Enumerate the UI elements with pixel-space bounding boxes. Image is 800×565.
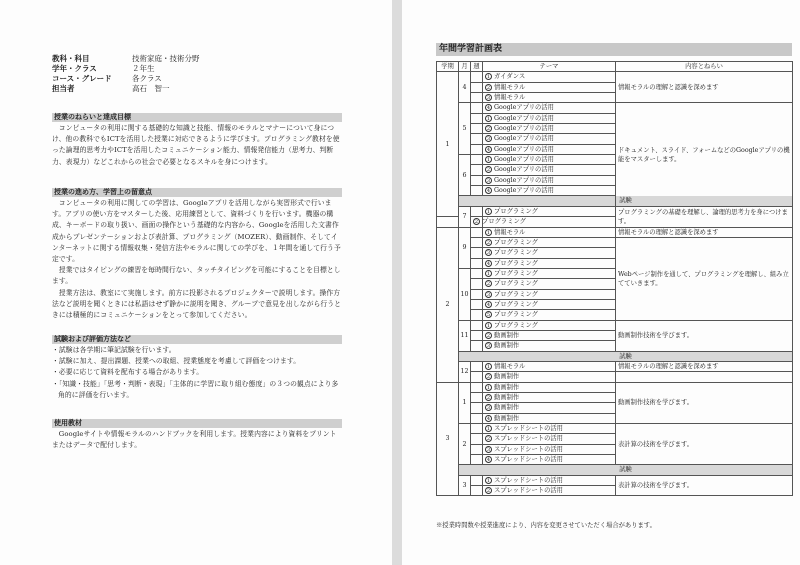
exam-label: 試験: [459, 465, 793, 475]
table-row: [437, 372, 793, 382]
circled-number: 4: [486, 301, 491, 308]
meta-label: 担当者: [52, 84, 75, 93]
theme-cell: 1 プログラミング: [483, 206, 616, 216]
section-heading-method: 授業の進め方、学習上の留意点: [52, 188, 342, 197]
table-row: [437, 475, 793, 485]
list-item: ・試験に加え、提出課題、授業への取組、授業態度を考慮して評価をつけます。: [52, 357, 301, 366]
header-theme: テーマ: [483, 62, 616, 72]
month-cell: 7: [459, 206, 471, 227]
circled-number: 1: [486, 115, 491, 122]
theme-cell: 3 動画制作: [483, 403, 616, 413]
circled-number: 3: [486, 136, 491, 143]
theme-cell: 3 Googleアプリの活用: [483, 134, 616, 144]
aim-cell: プログラミングの基礎を理解し、論理的思考力を身につけます。: [616, 206, 793, 227]
circled-number: 4: [486, 105, 491, 112]
month-cell: 4: [459, 72, 471, 103]
theme-cell: 1 動画制作: [483, 382, 616, 392]
meta-value: 技術家庭・技術分野: [132, 54, 200, 63]
circled-number: 2: [486, 374, 491, 381]
circled-number: 4: [486, 457, 491, 464]
list-item: ・必要に応じて資料を配布する場合があります。: [52, 368, 204, 377]
table-row: [437, 237, 793, 247]
table-row: [437, 206, 793, 216]
theme-cell: 3 Googleアプリの活用: [483, 175, 616, 185]
paragraph: コンピュータの利用に関する基礎的な知識と技能、情報のモラルとマナーについて身につけ、他の教科でもICTを活用した授業に対応できるように学びます。プログラミング教材を使った論理的思考力やICTを活用したコミュニケーション能力、情報発信能力（思考力、判断力、表現力）などこれからの社会で必要となるスキルを身につけます。: [52, 124, 340, 166]
theme-cell: 2 Googleアプリの活用: [483, 124, 616, 134]
theme-cell: 3 情報モラル: [483, 93, 616, 103]
circled-number: 3: [486, 446, 491, 453]
theme-cell: 4 Googleアプリの活用: [483, 186, 616, 196]
left-page: [0, 0, 392, 565]
circled-number: 2: [486, 281, 491, 288]
table-row: [437, 361, 793, 371]
table-row: [437, 320, 793, 330]
circled-number: 3: [486, 250, 491, 257]
circled-number: 1: [486, 426, 491, 433]
plan-title: 年間学習計画表: [436, 43, 792, 56]
table-row: [437, 382, 793, 392]
term-cell: 3: [437, 382, 459, 496]
theme-cell: 2 スプレッドシートの活用: [483, 486, 616, 496]
theme-cell: 2 プログラミング: [471, 217, 483, 227]
section-body-evaluation: [52, 345, 342, 401]
circled-number: 1: [486, 74, 491, 81]
meta-value: 高石 智一: [132, 84, 170, 93]
meta-label: コース・グレード: [52, 74, 112, 83]
annual-plan-table: [436, 61, 793, 496]
theme-cell: 5 プログラミング: [483, 310, 616, 320]
section-body-materials: [52, 429, 342, 451]
theme-cell: 2 動画制作: [483, 372, 616, 382]
month-cell: 10: [459, 268, 471, 320]
evaluation-list: [52, 345, 342, 401]
month-cell: 12: [459, 361, 471, 382]
circled-number: 4: [486, 188, 491, 195]
month-cell: 3: [459, 475, 471, 496]
paragraph: 授業方法は、教室にて実施します。前方に投影されるプロジェクターで説明します。操作方法など説明を聞くときには私語はせず静かに説明を聞き、グループで意見を出しながら行うときには積極的にコミュニケーションをとって参加してください。: [52, 288, 342, 320]
theme-cell: 1 Googleアプリの活用: [483, 155, 616, 165]
theme-cell: 1 情報モラル: [483, 227, 616, 237]
circled-number: 1: [486, 322, 491, 329]
aim-cell: 表計算の技術を学びます。: [616, 424, 793, 465]
exam-label: 試験: [459, 351, 793, 361]
circled-number: 2: [486, 395, 491, 401]
circled-number: 1: [486, 229, 491, 236]
theme-cell: 1 ガイダンス: [483, 72, 616, 82]
circled-number: 1: [486, 157, 491, 164]
exam-row: [437, 351, 793, 361]
theme-cell: 2 動画制作: [483, 330, 616, 340]
section-heading-goals: 授業のねらいと達成目標: [52, 113, 342, 122]
circled-number: 1: [486, 270, 491, 277]
circled-number: 5: [486, 312, 491, 319]
aim-cell: 情報モラルの理解と認識を深めます: [616, 227, 793, 237]
theme-cell: 1 Googleアプリの活用: [483, 113, 616, 123]
exam-label: 試験: [459, 196, 793, 206]
theme-cell: 2 スプレッドシートの活用: [483, 434, 616, 444]
circled-number: 1: [486, 477, 491, 484]
paragraph: Googleサイトや情報モラルのハンドブックを利用します。授業内容により資料をプリントまたはデータで配付します。: [52, 430, 337, 450]
theme-cell: 3 プログラミング: [483, 248, 616, 258]
theme-cell: 3 スプレッドシートの活用: [483, 444, 616, 454]
aim-cell: Webページ制作を通して、プログラミングを理解し、組み立てていきます。: [616, 237, 793, 320]
theme-cell: 4 動画制作: [483, 413, 616, 423]
footnote: ※授業時間数や授業進度により、内容を変更させていただく場合があります。: [436, 522, 656, 529]
circled-number: 3: [486, 95, 491, 102]
term-cell: 1: [437, 72, 459, 217]
table-row: [437, 72, 793, 82]
theme-cell: 1 情報モラル: [483, 361, 616, 371]
theme-cell: 2 Googleアプリの活用: [483, 165, 616, 175]
theme-cell: 1 プログラミング: [483, 268, 616, 278]
month-cell: 9: [459, 227, 471, 268]
circled-number: 2: [486, 167, 491, 174]
theme-cell: 2 情報モラル: [483, 82, 616, 92]
section-body-method: [52, 198, 342, 321]
circled-number: 2: [486, 84, 491, 91]
theme-cell: 4 Googleアプリの活用: [483, 144, 616, 154]
table-header-row: [437, 62, 793, 72]
theme-cell: 1 スプレッドシートの活用: [483, 424, 616, 434]
header-month: 月: [459, 62, 471, 72]
circled-number: 3: [486, 291, 491, 298]
month-cell: 5: [459, 103, 471, 155]
aim-cell: 表計算の技術を学びます。: [616, 475, 793, 496]
header-term: 学期: [437, 62, 459, 72]
circled-number: 4: [486, 260, 491, 267]
aim-cell: 情報モラルの理解と認識を深めます: [616, 361, 793, 371]
theme-cell: 2 動画制作: [483, 393, 616, 403]
circled-number: 2: [486, 239, 491, 246]
section-heading-evaluation: 試験および評価方法など: [52, 335, 342, 344]
paragraph: 授業ではタイピングの練習を毎時間行ない、タッチタイピングを可能にすることを目標とします。: [52, 266, 341, 286]
theme-cell: 4 Googleアプリの活用: [483, 103, 616, 113]
circled-number: 1: [486, 363, 491, 370]
header-aims: 内容とねらい: [616, 62, 793, 72]
theme-cell: 1 スプレッドシートの活用: [483, 475, 616, 485]
month-cell: 6: [459, 155, 471, 196]
circled-number: 2: [486, 126, 491, 133]
theme-cell: 2 プログラミング: [483, 279, 616, 289]
circled-number: 1: [486, 384, 491, 391]
table-row: [437, 227, 793, 237]
term-cell: 2: [437, 227, 459, 382]
theme-cell: 1 プログラミング: [483, 320, 616, 330]
section-heading-materials: 使用教材: [52, 419, 342, 428]
paragraph: コンピュータの利用に関しての学習は、Googleアプリを活用しながら実習形式で行います。アプリの使い方をマスターした後、応用練習として、資料づくりを行います。機器の構成、キーボードの取り扱い、画面の操作という基礎的な内容から、Googleを活用した文書作成からプレゼンテーションおよび表計算、プログラミング（MOZER）、動画制作、そしてインターネットに関する情報収集・発信方法やモラルに関しての学びを、１年間を通して行う予定です。: [52, 199, 341, 264]
circled-number: 1: [486, 208, 491, 215]
circled-number: 4: [486, 415, 491, 422]
exam-row: [437, 465, 793, 475]
table-row: [437, 424, 793, 434]
meta-value: 各クラス: [132, 74, 162, 83]
section-body-goals: [52, 123, 342, 168]
meta-value: ２年生: [132, 64, 155, 73]
theme-cell: 3 動画制作: [483, 341, 616, 351]
list-item: ・「知識・技能」「思考・判断・表現」「主体的に学習に取り組む態度」の３つの観点により多角的に評価を行います。: [52, 379, 339, 399]
meta-label: 学年・クラス: [52, 64, 97, 73]
theme-cell: 2 プログラミング: [483, 237, 616, 247]
month-cell: 1: [459, 382, 471, 423]
circled-number: 3: [486, 177, 491, 184]
right-page: [402, 0, 800, 565]
aim-cell: 動画制作技術を学びます。: [616, 382, 793, 423]
aim-cell: 動画制作技術を学びます。: [616, 320, 793, 351]
aim-cell: ドキュメント、スライド、フォームなどのGoogleアプリの機能をマスターします。: [616, 103, 793, 206]
circled-number: 2: [486, 436, 491, 443]
circled-number: 2: [486, 488, 491, 495]
theme-cell: 4 スプレッドシートの活用: [483, 455, 616, 465]
circled-number: 2: [474, 219, 479, 226]
exam-row: [437, 196, 793, 206]
month-cell: 2: [459, 424, 471, 465]
theme-cell: 4 プログラミング: [483, 299, 616, 309]
meta-label: 教科・科目: [52, 54, 90, 63]
circled-number: 4: [486, 146, 491, 153]
header-week: 週: [471, 62, 483, 72]
circled-number: 3: [486, 405, 491, 412]
circled-number: 2: [486, 332, 491, 339]
aim-cell: 情報モラルの理解と認識を深めます: [616, 72, 793, 103]
circled-number: 3: [486, 343, 491, 350]
theme-cell: 3 プログラミング: [483, 289, 616, 299]
month-cell: 11: [459, 320, 471, 351]
theme-cell: 4 プログラミング: [483, 258, 616, 268]
list-item: ・試験は各学期に筆記試験を行います。: [52, 346, 176, 354]
table-row: [437, 103, 793, 113]
